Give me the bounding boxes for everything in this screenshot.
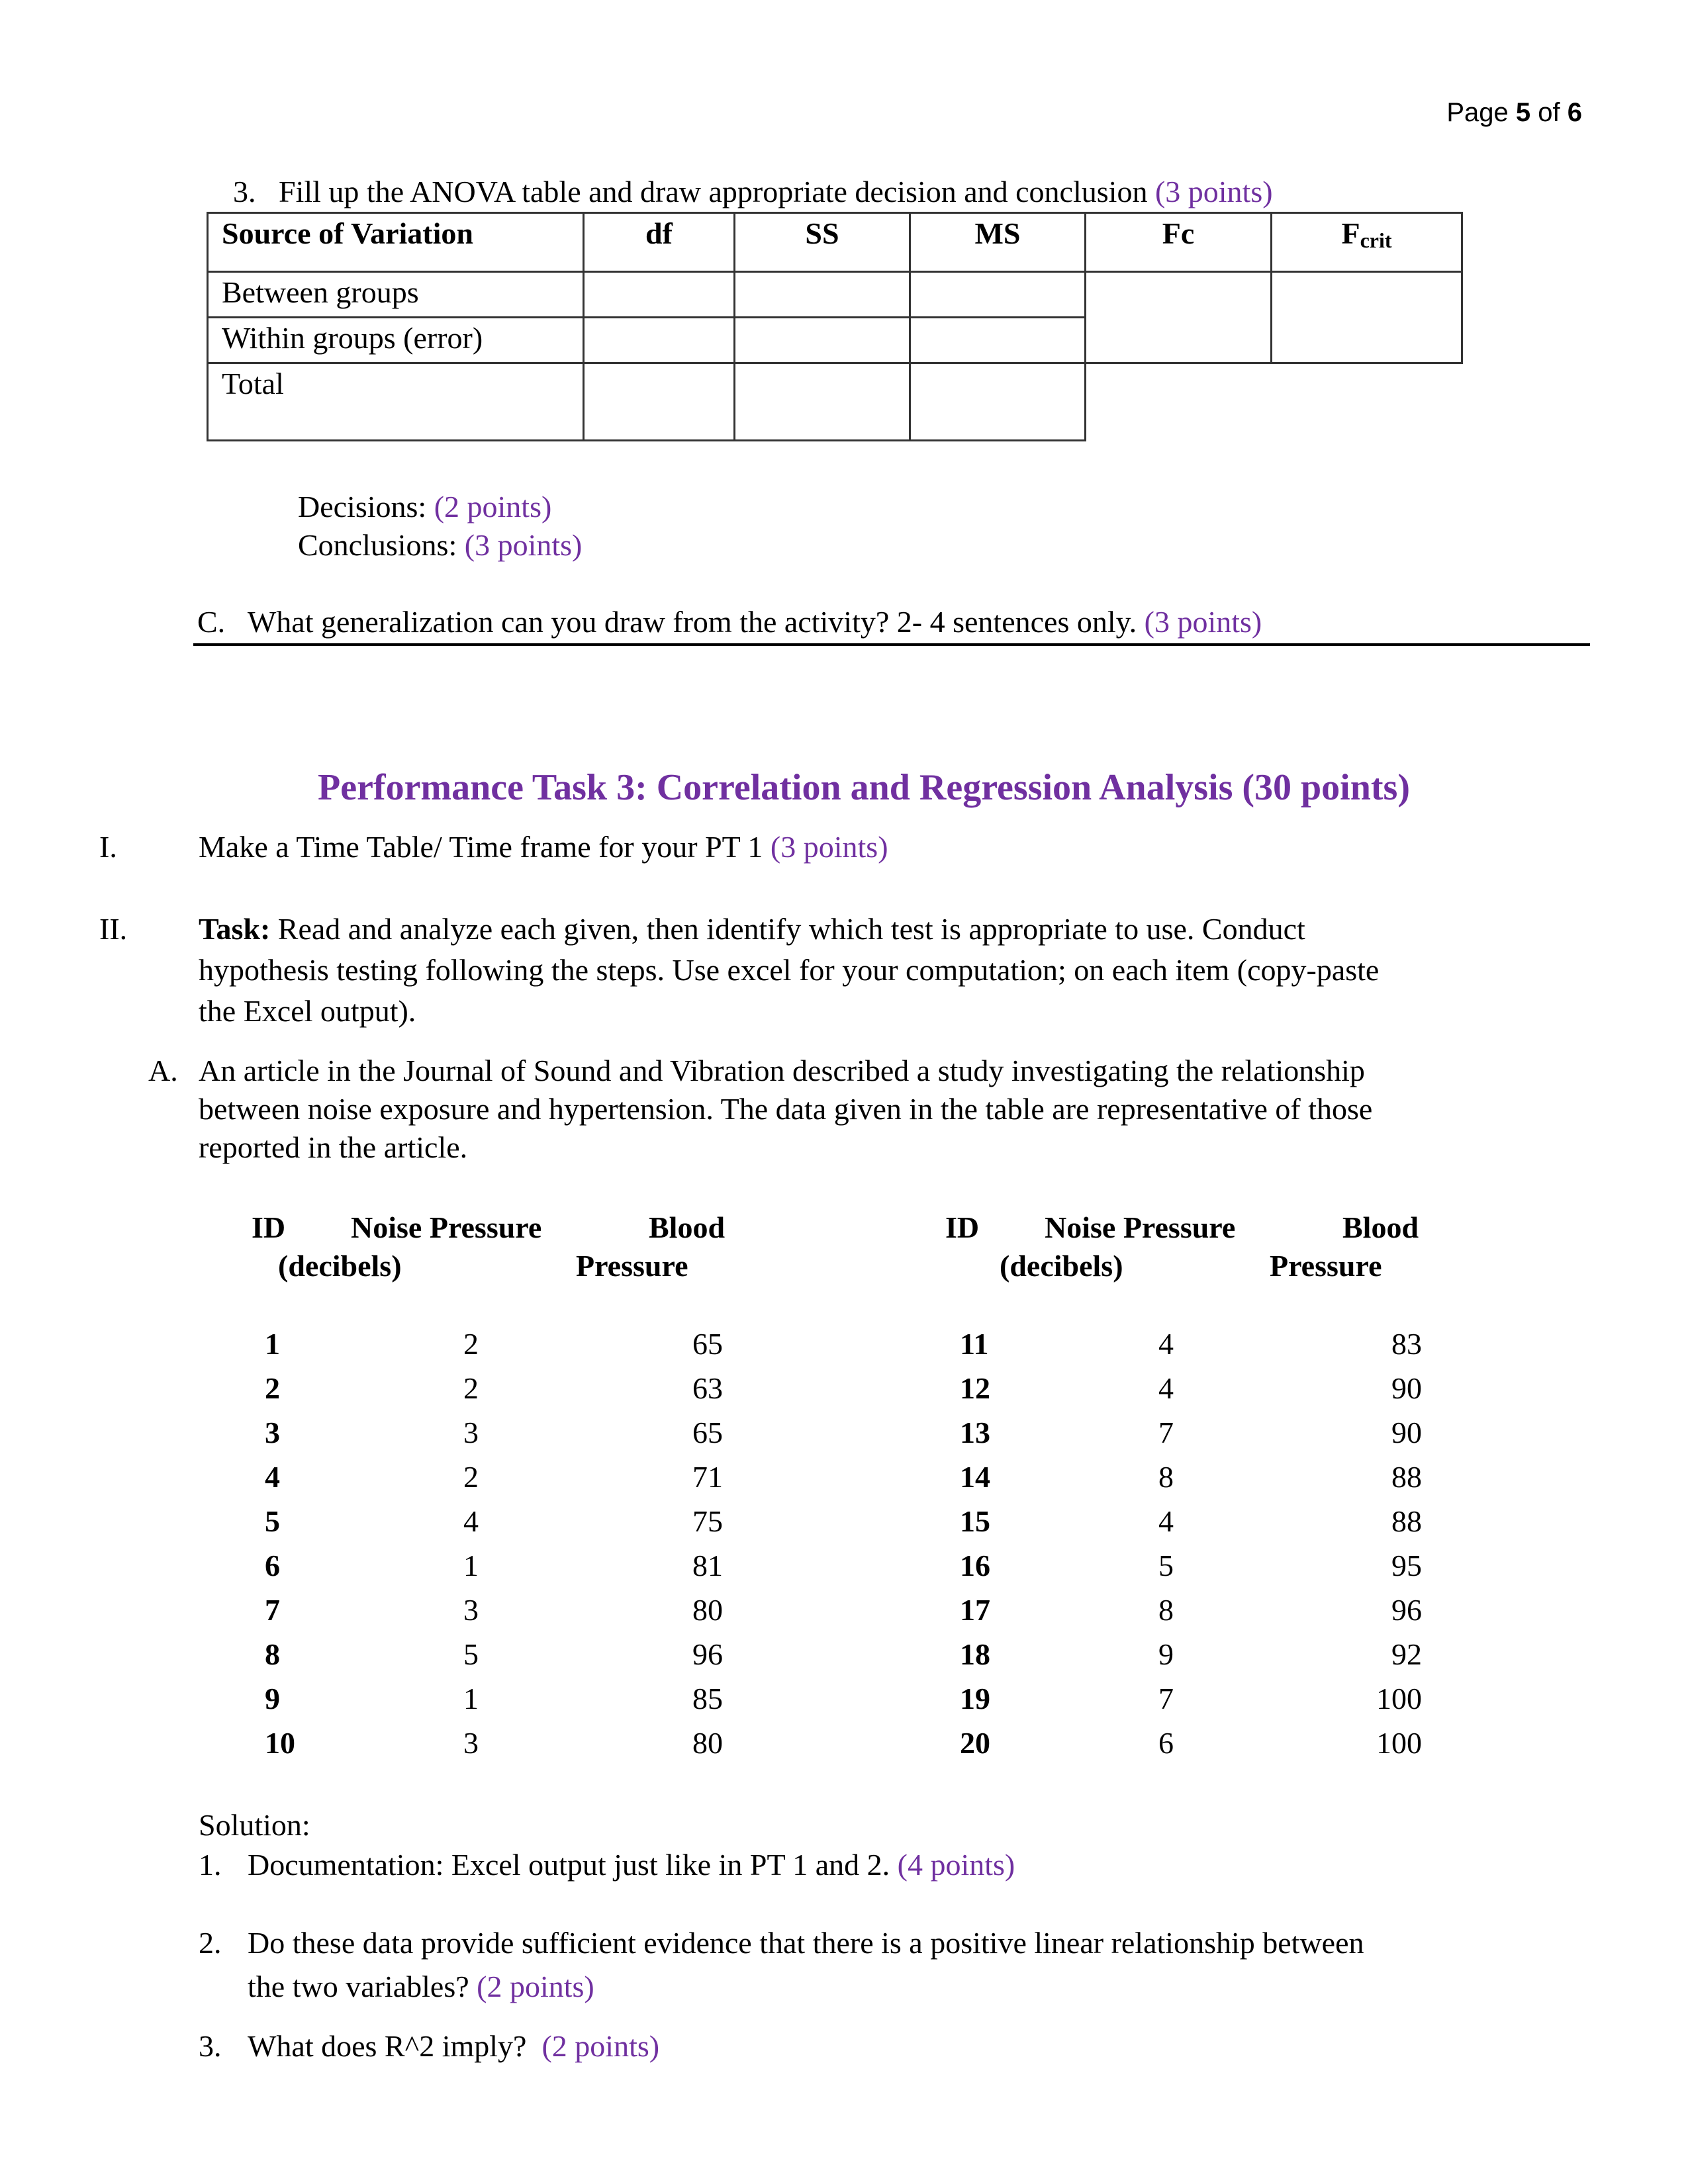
- header-source: Source of Variation: [208, 213, 584, 272]
- section-c: [197, 604, 1262, 641]
- header-fcrit: $F_{crit}$: [1272, 213, 1462, 272]
- row-blood-pressure: 88: [1391, 1504, 1422, 1538]
- row-blood-pressure: 96: [1391, 1593, 1422, 1627]
- conclusions-label: Conclusions:: [298, 528, 457, 562]
- part-i-text: Make a Time Table/ Time frame for your PT 1: [199, 830, 763, 864]
- decisions-label: Decisions:: [298, 490, 427, 523]
- pt3-title: Performance Task 3: Correlation and Regression Analysis (30 points): [318, 767, 1410, 808]
- row-blood-pressure: 75: [692, 1504, 723, 1538]
- row-blood-pressure: 63: [692, 1371, 723, 1405]
- row-blood-pressure: 71: [692, 1460, 723, 1494]
- row-source-within: Within groups (error): [208, 318, 584, 363]
- row-id: 2: [265, 1371, 280, 1405]
- solution-item-2-points: (2 points): [477, 1970, 594, 2003]
- header-df: df: [584, 213, 735, 272]
- row-blood-pressure: 65: [692, 1416, 723, 1449]
- item-number: 3.: [233, 175, 256, 208]
- page-number: [1446, 98, 1582, 128]
- row-id: 15: [960, 1504, 990, 1538]
- cell-ms-total[interactable]: [910, 363, 1086, 441]
- row-blood-pressure: 65: [692, 1327, 723, 1361]
- header-id: ID: [252, 1210, 286, 1244]
- header-ss: SS: [735, 213, 910, 272]
- row-id: 7: [265, 1593, 280, 1627]
- header-noise: Noise Pressure: [1045, 1210, 1236, 1244]
- row-id: 4: [265, 1460, 280, 1494]
- solution-item-3-num: 3.: [199, 2029, 222, 2063]
- row-source-between: Between groups: [208, 272, 584, 318]
- solution-item-2-line2: the two variables? (2 points): [248, 1970, 594, 2003]
- row-noise-pressure: 1: [463, 1549, 479, 1582]
- anova-header-row: [208, 213, 1462, 272]
- row-id: 14: [960, 1460, 990, 1494]
- cell-ms-between[interactable]: [910, 272, 1086, 318]
- page-label: Page: [1446, 98, 1509, 127]
- problem-a-letter: A.: [148, 1054, 178, 1087]
- row-blood-pressure: 95: [1391, 1549, 1422, 1582]
- solution-item-3-points: (2 points): [541, 2029, 660, 2063]
- solution-item-1-points: (4 points): [897, 1848, 1015, 1882]
- cell-fc[interactable]: [1086, 272, 1272, 363]
- table-row: [208, 363, 1462, 441]
- row-noise-pressure: 2: [463, 1371, 479, 1405]
- cell-ss-within[interactable]: [735, 318, 910, 363]
- page-of: of: [1538, 98, 1560, 127]
- section-c-points: (3 points): [1144, 605, 1262, 639]
- row-id: 11: [960, 1327, 989, 1361]
- row-blood-pressure: 88: [1391, 1460, 1422, 1494]
- part-ii-line3: the Excel output).: [199, 994, 416, 1028]
- solution-item-3: What does R^2 imply? (2 points): [248, 2029, 660, 2063]
- part-i: [199, 829, 888, 866]
- row-blood-pressure: 96: [692, 1637, 723, 1671]
- row-id: 3: [265, 1416, 280, 1449]
- row-blood-pressure: 80: [692, 1593, 723, 1627]
- header-noise: Noise Pressure: [351, 1210, 542, 1244]
- row-noise-pressure: 9: [1158, 1637, 1174, 1671]
- row-noise-pressure: 7: [1158, 1682, 1174, 1715]
- row-id: 1: [265, 1327, 280, 1361]
- row-blood-pressure: 81: [692, 1549, 723, 1582]
- page-total: 6: [1567, 98, 1582, 127]
- row-id: 18: [960, 1637, 990, 1671]
- header-fc: Fc: [1086, 213, 1272, 272]
- decisions-line: [298, 488, 551, 525]
- header-blood: Blood: [649, 1210, 726, 1244]
- problem-a-line2: between noise exposure and hypertension. The data given in the table are representative of those: [199, 1092, 1373, 1126]
- row-noise-pressure: 7: [1158, 1416, 1174, 1449]
- section-c-letter: C.: [197, 605, 226, 639]
- header-decibels: (decibels): [278, 1249, 402, 1283]
- section-c-text: What generalization can you draw from the activity? 2- 4 sentences only.: [247, 605, 1137, 639]
- empty-cell: [1086, 363, 1462, 441]
- part-i-numeral: I.: [99, 830, 117, 864]
- row-blood-pressure: 80: [692, 1726, 723, 1760]
- problem-a-line1: An article in the Journal of Sound and Vibration described a study investigating the relationship: [199, 1054, 1365, 1087]
- row-id: 20: [960, 1726, 990, 1760]
- row-noise-pressure: 8: [1158, 1460, 1174, 1494]
- cell-df-between[interactable]: [584, 272, 735, 318]
- row-blood-pressure: 83: [1391, 1327, 1422, 1361]
- solution-label: Solution:: [199, 1808, 310, 1842]
- answer-line-divider: [193, 643, 1590, 646]
- header-decibels: (decibels): [1000, 1249, 1123, 1283]
- row-noise-pressure: 4: [463, 1504, 479, 1538]
- row-id: 5: [265, 1504, 280, 1538]
- part-ii-line2: hypothesis testing following the steps. Use excel for your computation; on each item (copy-paste: [199, 953, 1380, 987]
- table-row: [208, 272, 1462, 318]
- row-noise-pressure: 2: [463, 1327, 479, 1361]
- row-noise-pressure: 3: [463, 1593, 479, 1627]
- row-blood-pressure: 100: [1376, 1726, 1422, 1760]
- page-current: 5: [1515, 98, 1531, 127]
- cell-df-total[interactable]: [584, 363, 735, 441]
- header-id: ID: [945, 1210, 980, 1244]
- row-blood-pressure: 92: [1391, 1637, 1422, 1671]
- points-label: (3 points): [1154, 175, 1273, 208]
- decisions-points: (2 points): [434, 490, 552, 523]
- row-id: 10: [265, 1726, 295, 1760]
- row-noise-pressure: 2: [463, 1460, 479, 1494]
- conclusions-points: (3 points): [464, 528, 583, 562]
- solution-item-2-num: 2.: [199, 1926, 222, 1960]
- part-i-points: (3 points): [770, 830, 888, 864]
- cell-df-within[interactable]: [584, 318, 735, 363]
- row-blood-pressure: 90: [1391, 1416, 1422, 1449]
- header-blood: Blood: [1342, 1210, 1419, 1244]
- row-id: 17: [960, 1593, 990, 1627]
- header-pressure: Pressure: [576, 1249, 688, 1283]
- row-noise-pressure: 3: [463, 1726, 479, 1760]
- part-ii-line1: Task: Read and analyze each given, then identify which test is appropriate to use. Conduct: [199, 912, 1305, 946]
- conclusions-line: [298, 527, 582, 564]
- row-blood-pressure: 90: [1391, 1371, 1422, 1405]
- row-noise-pressure: 3: [463, 1416, 479, 1449]
- row-noise-pressure: 8: [1158, 1593, 1174, 1627]
- problem-a-line3: reported in the article.: [199, 1130, 468, 1164]
- row-noise-pressure: 4: [1158, 1327, 1174, 1361]
- row-id: 13: [960, 1416, 990, 1449]
- row-id: 12: [960, 1371, 990, 1405]
- row-blood-pressure: 85: [692, 1682, 723, 1715]
- row-id: 19: [960, 1682, 990, 1715]
- row-blood-pressure: 100: [1376, 1682, 1422, 1715]
- header-ms: MS: [910, 213, 1086, 272]
- row-noise-pressure: 5: [463, 1637, 479, 1671]
- solution-item-1: Documentation: Excel output just like in PT 1 and 2. (4 points): [248, 1848, 1015, 1882]
- cell-ss-between[interactable]: [735, 272, 910, 318]
- solution-item-2-line1: Do these data provide sufficient evidence that there is a positive linear relationship between: [248, 1926, 1364, 1960]
- task-label: Task:: [199, 912, 271, 946]
- anova-instruction: [233, 173, 1273, 210]
- item-text: Fill up the ANOVA table and draw appropriate decision and conclusion: [279, 175, 1148, 208]
- row-id: 6: [265, 1549, 280, 1582]
- row-noise-pressure: 6: [1158, 1726, 1174, 1760]
- row-id: 16: [960, 1549, 990, 1582]
- solution-item-1-num: 1.: [199, 1848, 222, 1882]
- anova-table: [207, 212, 1463, 441]
- part-ii-numeral: II.: [99, 912, 128, 946]
- cell-fcrit[interactable]: [1272, 272, 1462, 363]
- row-noise-pressure: 4: [1158, 1504, 1174, 1538]
- row-noise-pressure: 5: [1158, 1549, 1174, 1582]
- row-noise-pressure: 4: [1158, 1371, 1174, 1405]
- row-id: 8: [265, 1637, 280, 1671]
- row-id: 9: [265, 1682, 280, 1715]
- row-source-total: Total: [208, 363, 584, 441]
- header-pressure: Pressure: [1270, 1249, 1382, 1283]
- row-noise-pressure: 1: [463, 1682, 479, 1715]
- cell-ss-total[interactable]: [735, 363, 910, 441]
- cell-ms-within[interactable]: [910, 318, 1086, 363]
